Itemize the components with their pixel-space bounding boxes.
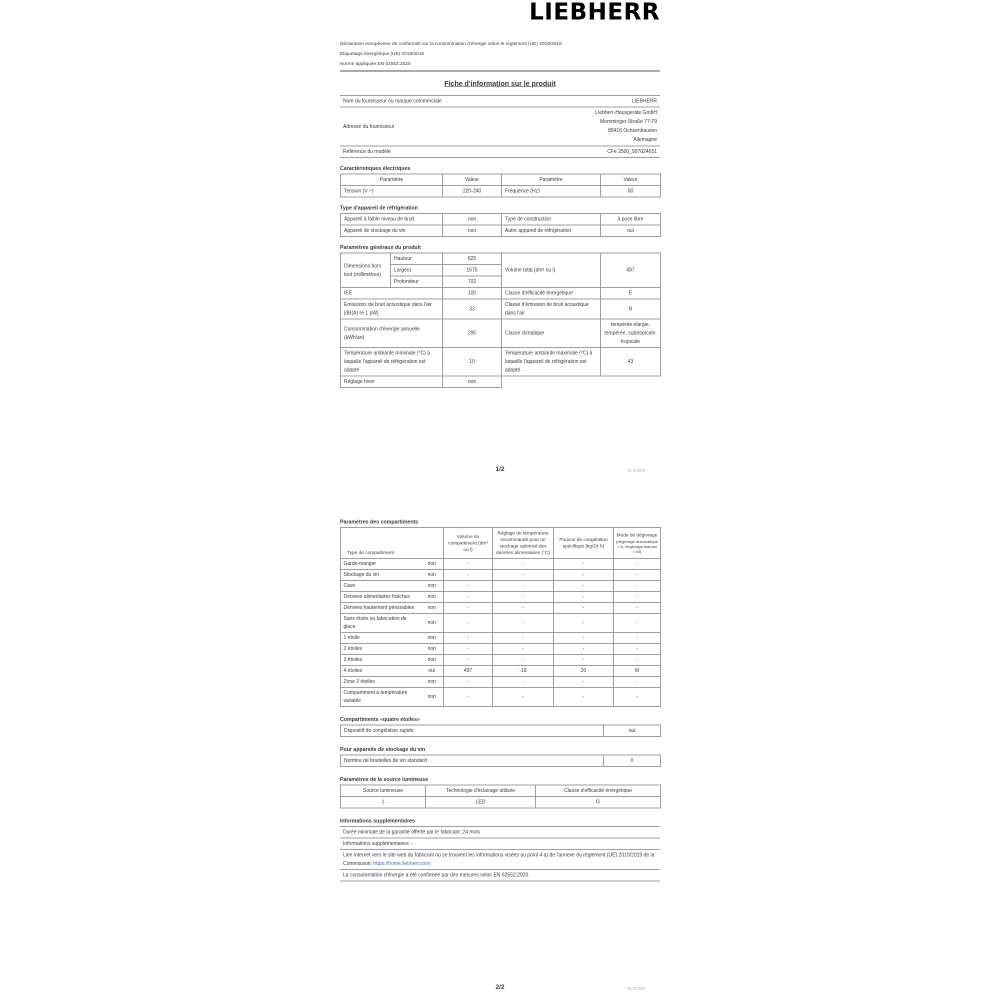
compartment-temp: -18 — [493, 666, 554, 677]
column-header: Valeur — [601, 174, 661, 186]
param-value: oui — [604, 725, 661, 737]
compartment-freeze: - — [554, 592, 614, 603]
table-row — [341, 225, 661, 237]
liebherr-logo: LIEBHERR — [529, 0, 660, 25]
compartment-temp: - — [493, 688, 554, 707]
param-value: 220-240 — [443, 186, 502, 198]
compartment-row — [341, 666, 661, 677]
compartment-type: 4 étoiles — [341, 666, 421, 677]
table-row — [340, 870, 660, 882]
product-fiche-document — [340, 0, 660, 1000]
param-value: non — [443, 225, 502, 237]
section-title: Pour appareils de stockage du vin — [340, 746, 426, 753]
column-header: Volume du compartiment (dm³ ou l) — [444, 528, 493, 559]
compartment-temp: - — [493, 655, 554, 666]
compartment-present: non — [421, 633, 444, 644]
param-value: 50 — [601, 186, 661, 198]
light-source-table — [340, 785, 661, 809]
compartment-volume: - — [444, 559, 493, 570]
param-value: 43 — [601, 348, 661, 377]
param-value: 33 — [443, 299, 502, 319]
compartment-defrost: - — [614, 644, 661, 655]
compartment-temp: - — [493, 644, 554, 655]
supplier-name-label: Nom du fournisseur ou marque commerciale — [340, 96, 490, 108]
compartment-present: non — [421, 614, 444, 633]
electrical-section — [340, 164, 660, 198]
compartment-defrost: - — [614, 614, 661, 633]
compartment-defrost: - — [614, 603, 661, 614]
compartment-freeze: - — [554, 614, 614, 633]
compartments-section — [340, 517, 660, 707]
wine-storage-section — [340, 745, 660, 768]
compartment-present: non — [421, 655, 444, 666]
column-header: Réglage de température recommandé pour un stockage optimisé des denrées alimentaires (°C) — [493, 528, 554, 559]
column-header: Paramètre — [341, 174, 443, 186]
compartment-volume: - — [444, 677, 493, 688]
compartment-row — [341, 655, 661, 666]
compartment-defrost: - — [614, 581, 661, 592]
wine-storage-table — [340, 755, 661, 768]
compartment-temp: - — [493, 570, 554, 581]
compartment-row — [341, 688, 661, 707]
compartment-temp: - — [493, 614, 554, 633]
header-line-standard: Norme appliquée EN 62552:2020 — [340, 61, 411, 67]
general-parameters-section — [340, 243, 660, 389]
compartment-volume: - — [444, 614, 493, 633]
section-title: Paramètres de la source lumineuse — [340, 776, 429, 783]
page1-date: 01.12.2023 — [627, 469, 645, 473]
dimension-name: Largeur — [391, 265, 443, 277]
section-title: Paramètres généraux du produit — [340, 244, 421, 251]
compartment-volume: - — [444, 633, 493, 644]
light-efficiency-class: G — [536, 797, 661, 809]
table-row — [341, 253, 661, 265]
param-label: Dispositif de congélation rapide — [341, 725, 604, 737]
param-value: 0 — [604, 755, 661, 767]
compartment-row — [341, 677, 661, 688]
param-label: Température ambiante maximale (°C) à laquelle l'appareil de réfrigération est adapté — [502, 348, 601, 377]
page2-number: 2/2 — [495, 983, 505, 991]
logo-row — [340, 0, 660, 25]
section-title: Informations supplémentaires — [340, 818, 415, 824]
compartment-volume: - — [444, 644, 493, 655]
compartment-row — [341, 644, 661, 655]
compartment-freeze: - — [554, 559, 614, 570]
table-row — [341, 186, 661, 198]
additional-info-table — [340, 826, 660, 882]
param-label: Autre appareil de réfrigération — [502, 225, 601, 237]
param-value: 295 — [443, 319, 502, 348]
param-label: Tension (V ~) — [341, 186, 443, 198]
column-header: Pouvoir de congélation spécifique (kg/24 h) — [554, 528, 614, 559]
compartment-present: non — [421, 603, 444, 614]
compartment-volume: - — [444, 655, 493, 666]
address-line: Allemagne — [633, 137, 657, 143]
manufacturer-website-link[interactable]: https://home.liebherr.com/ — [373, 861, 431, 867]
dimension-value: 825 — [443, 253, 502, 265]
table-row — [341, 376, 661, 388]
header-line-declaration: Déclaration européenne de conformité sur la consommation d'énergie selon le règlement (UE) 2019/2019 — [340, 41, 562, 47]
table-row — [340, 827, 660, 839]
weblink-text: Lien internet vers le site web du fabricant où se trouvent les informations visées au point 4 a) de l'annexe du règlement (UE) 2019/2019 de la Commission: — [343, 852, 655, 867]
compartment-defrost: - — [614, 688, 661, 707]
compartment-defrost: - — [614, 677, 661, 688]
column-header: Paramètre — [502, 174, 601, 186]
compartment-type: Denrées hautement périssables — [341, 603, 421, 614]
volume-value: 497 — [601, 253, 661, 288]
supplier-address-value — [490, 107, 660, 146]
column-header: Technologie d'éclairage utilisée — [426, 785, 536, 797]
section-title: Compartiments «quatre étoiles» — [340, 716, 420, 723]
compartment-defrost: - — [614, 592, 661, 603]
compartment-type: Compartiment à température variable — [341, 688, 421, 707]
compartment-row — [341, 614, 661, 633]
compartment-freeze: - — [554, 570, 614, 581]
param-label: Émissions de bruit acoustique dans l'air [dB(A) re 1 pW] — [341, 299, 443, 319]
compartment-temp: - — [493, 603, 554, 614]
header-divider — [340, 71, 660, 72]
compartment-type: Zone 2 étoiles — [341, 677, 421, 688]
section-title: Caractéristiques électriques — [340, 165, 411, 172]
dimension-name: Hauteur — [391, 253, 443, 265]
compartment-present: non — [421, 677, 444, 688]
regulation-header — [340, 39, 660, 69]
appliance-type-table — [340, 213, 661, 237]
compartment-type: Sans étoile ou fabrication de glace — [341, 614, 421, 633]
additional-info-section — [340, 816, 660, 882]
param-value: E — [601, 288, 661, 300]
table-row — [341, 288, 661, 300]
param-value: 100 — [443, 288, 502, 300]
compartment-freeze: - — [554, 677, 614, 688]
param-value: 10 — [443, 348, 502, 377]
empty-cell — [502, 376, 661, 388]
table-row — [341, 797, 661, 809]
section-title: Type d'appareil de réfrigération — [340, 205, 418, 211]
param-label: Classe climatique — [502, 319, 601, 348]
page2-date: 01.12.2023 — [627, 987, 645, 991]
address-line: Memminger Straße 77-79 — [600, 119, 657, 125]
table-row — [340, 96, 660, 108]
compartment-defrost: - — [614, 559, 661, 570]
supplier-name-value: LIEBHERR — [490, 96, 660, 108]
compartment-present: oui — [421, 666, 444, 677]
compartment-row — [341, 570, 661, 581]
compartment-volume: - — [444, 592, 493, 603]
compartment-present: non — [421, 559, 444, 570]
column-header: Source lumineuse — [341, 785, 426, 797]
column-header: Type de compartiment — [341, 528, 444, 559]
four-star-table — [340, 725, 661, 738]
compartment-row — [341, 633, 661, 644]
table-row — [340, 107, 660, 146]
warranty-info: Durée minimale de la garantie offerte par le fabricant: 24 mois — [340, 827, 660, 839]
compartment-type: Garde-manger — [341, 559, 421, 570]
light-technology: LED — [426, 797, 536, 809]
dimension-name: Profondeur — [391, 276, 443, 288]
weblink-info — [340, 850, 660, 870]
compartments-table — [340, 527, 661, 707]
table-row — [341, 348, 661, 377]
dimension-value: 1675 — [443, 265, 502, 277]
model-reference-value: CFe 2500_997024651 — [490, 146, 660, 158]
column-header: Valeur — [443, 174, 502, 186]
model-reference-label: Référence du modèle — [340, 146, 490, 158]
param-value: non — [443, 376, 502, 388]
param-value: non — [443, 214, 502, 226]
compartment-volume: - — [444, 570, 493, 581]
compartment-type: 2 étoiles — [341, 644, 421, 655]
compartment-present: non — [421, 570, 444, 581]
compartment-defrost: - — [614, 655, 661, 666]
compartment-row — [341, 581, 661, 592]
supplier-table — [340, 95, 660, 158]
table-row — [340, 838, 660, 850]
light-source-section — [340, 775, 660, 809]
compartment-temp: - — [493, 581, 554, 592]
param-label: Fréquence (Hz) — [502, 186, 601, 198]
compartment-temp: - — [493, 677, 554, 688]
param-value: à pose libre — [601, 214, 661, 226]
volume-label: Volume total (dm³ ou l) — [502, 253, 601, 288]
table-header-row — [341, 528, 661, 559]
compartment-freeze: 20 — [554, 666, 614, 677]
page-title: Fiche d'information sur le produit — [444, 79, 556, 88]
compartment-row — [341, 559, 661, 570]
electrical-table — [340, 174, 661, 198]
supplier-address-label: Adresse du fournisseur — [340, 107, 490, 146]
appliance-type-section — [340, 203, 660, 237]
dimension-value: 702 — [443, 276, 502, 288]
compartment-defrost: - — [614, 633, 661, 644]
param-value: tempérée élargie, tempérée, subtropicale, tropicale — [601, 319, 661, 348]
compartment-type: Cave — [341, 581, 421, 592]
table-row — [341, 725, 661, 737]
param-label: Type de construction — [502, 214, 601, 226]
table-row — [340, 850, 660, 870]
defrost-header-main: Mode de dégivrage — [616, 532, 658, 538]
compartment-row — [341, 603, 661, 614]
param-label: Température ambiante minimale (°C) à laquelle l'appareil de réfrigération est adapté — [341, 348, 443, 377]
table-header-row — [341, 174, 661, 186]
table-row — [341, 755, 661, 767]
compartment-volume: - — [444, 581, 493, 592]
compartment-freeze: - — [554, 688, 614, 707]
page1-number: 1/2 — [495, 465, 505, 473]
param-label: Classe d'efficacité énergétique — [502, 288, 601, 300]
compartment-freeze: - — [554, 655, 614, 666]
compartment-type: 1 étoile — [341, 633, 421, 644]
four-star-section — [340, 715, 660, 738]
compartment-defrost: M — [614, 666, 661, 677]
compartment-temp: - — [493, 559, 554, 570]
dimensions-label: Dimensions hors tout (millimètres) — [341, 253, 391, 288]
compartment-volume: - — [444, 688, 493, 707]
table-header-row — [341, 785, 661, 797]
address-line: Liebherr-Hausgeräte GmbH — [595, 110, 657, 116]
table-row — [341, 299, 661, 319]
table-row — [341, 319, 661, 348]
compartment-freeze: - — [554, 603, 614, 614]
compartment-type: Denrées alimentaires fraîches — [341, 592, 421, 603]
compartment-present: non — [421, 581, 444, 592]
compartment-present: non — [421, 644, 444, 655]
compartment-type: 3 étoiles — [341, 655, 421, 666]
compartment-freeze: - — [554, 633, 614, 644]
param-label: Appareil à faible niveau de bruit — [341, 214, 443, 226]
compartment-volume: - — [444, 603, 493, 614]
param-value: oui — [601, 225, 661, 237]
compartment-present: non — [421, 592, 444, 603]
param-label: Appareil de stockage du vin — [341, 225, 443, 237]
supplementary-info: Informations supplémentaires: - — [340, 838, 660, 850]
compartment-present: non — [421, 688, 444, 707]
compartment-type: Stockage du vin — [341, 570, 421, 581]
param-label: Réglage hiver — [341, 376, 443, 388]
section-title: Paramètres des compartiments — [340, 519, 419, 525]
table-row — [341, 214, 661, 226]
param-label: Consommation d'énergie annuelle (kWh/an) — [341, 319, 443, 348]
param-label: Nombre de bouteilles de vin standard — [341, 755, 604, 767]
param-value: B — [601, 299, 661, 319]
compartment-freeze: - — [554, 581, 614, 592]
column-header — [614, 528, 661, 559]
page-2 — [340, 517, 660, 882]
param-label: Classe d'émission de bruit acoustique dans l'air — [502, 299, 601, 319]
compartment-defrost: - — [614, 570, 661, 581]
column-header: Classe d'efficacité énergétique — [536, 785, 661, 797]
compartment-temp: - — [493, 633, 554, 644]
compartment-row — [341, 592, 661, 603]
general-parameters-table — [340, 253, 661, 389]
compartment-freeze: - — [554, 644, 614, 655]
compartment-volume: 497 — [444, 666, 493, 677]
compartment-temp: - — [493, 592, 554, 603]
header-line-labelling: Étiquetage énergétique (UE) 2019/2016 — [340, 51, 424, 57]
param-label: IEE — [341, 288, 443, 300]
energy-confirmation-info: La consommation d'énergie a été confirmée par des mesures selon EN 62552:2020. — [340, 870, 660, 882]
light-source-count: 1 — [341, 797, 426, 809]
defrost-header-note: (dégivrage automatique = A, dégivrage manuel = M) — [615, 539, 659, 554]
address-line: 88416 Ochsenhausen — [608, 128, 657, 134]
table-row — [340, 146, 660, 158]
